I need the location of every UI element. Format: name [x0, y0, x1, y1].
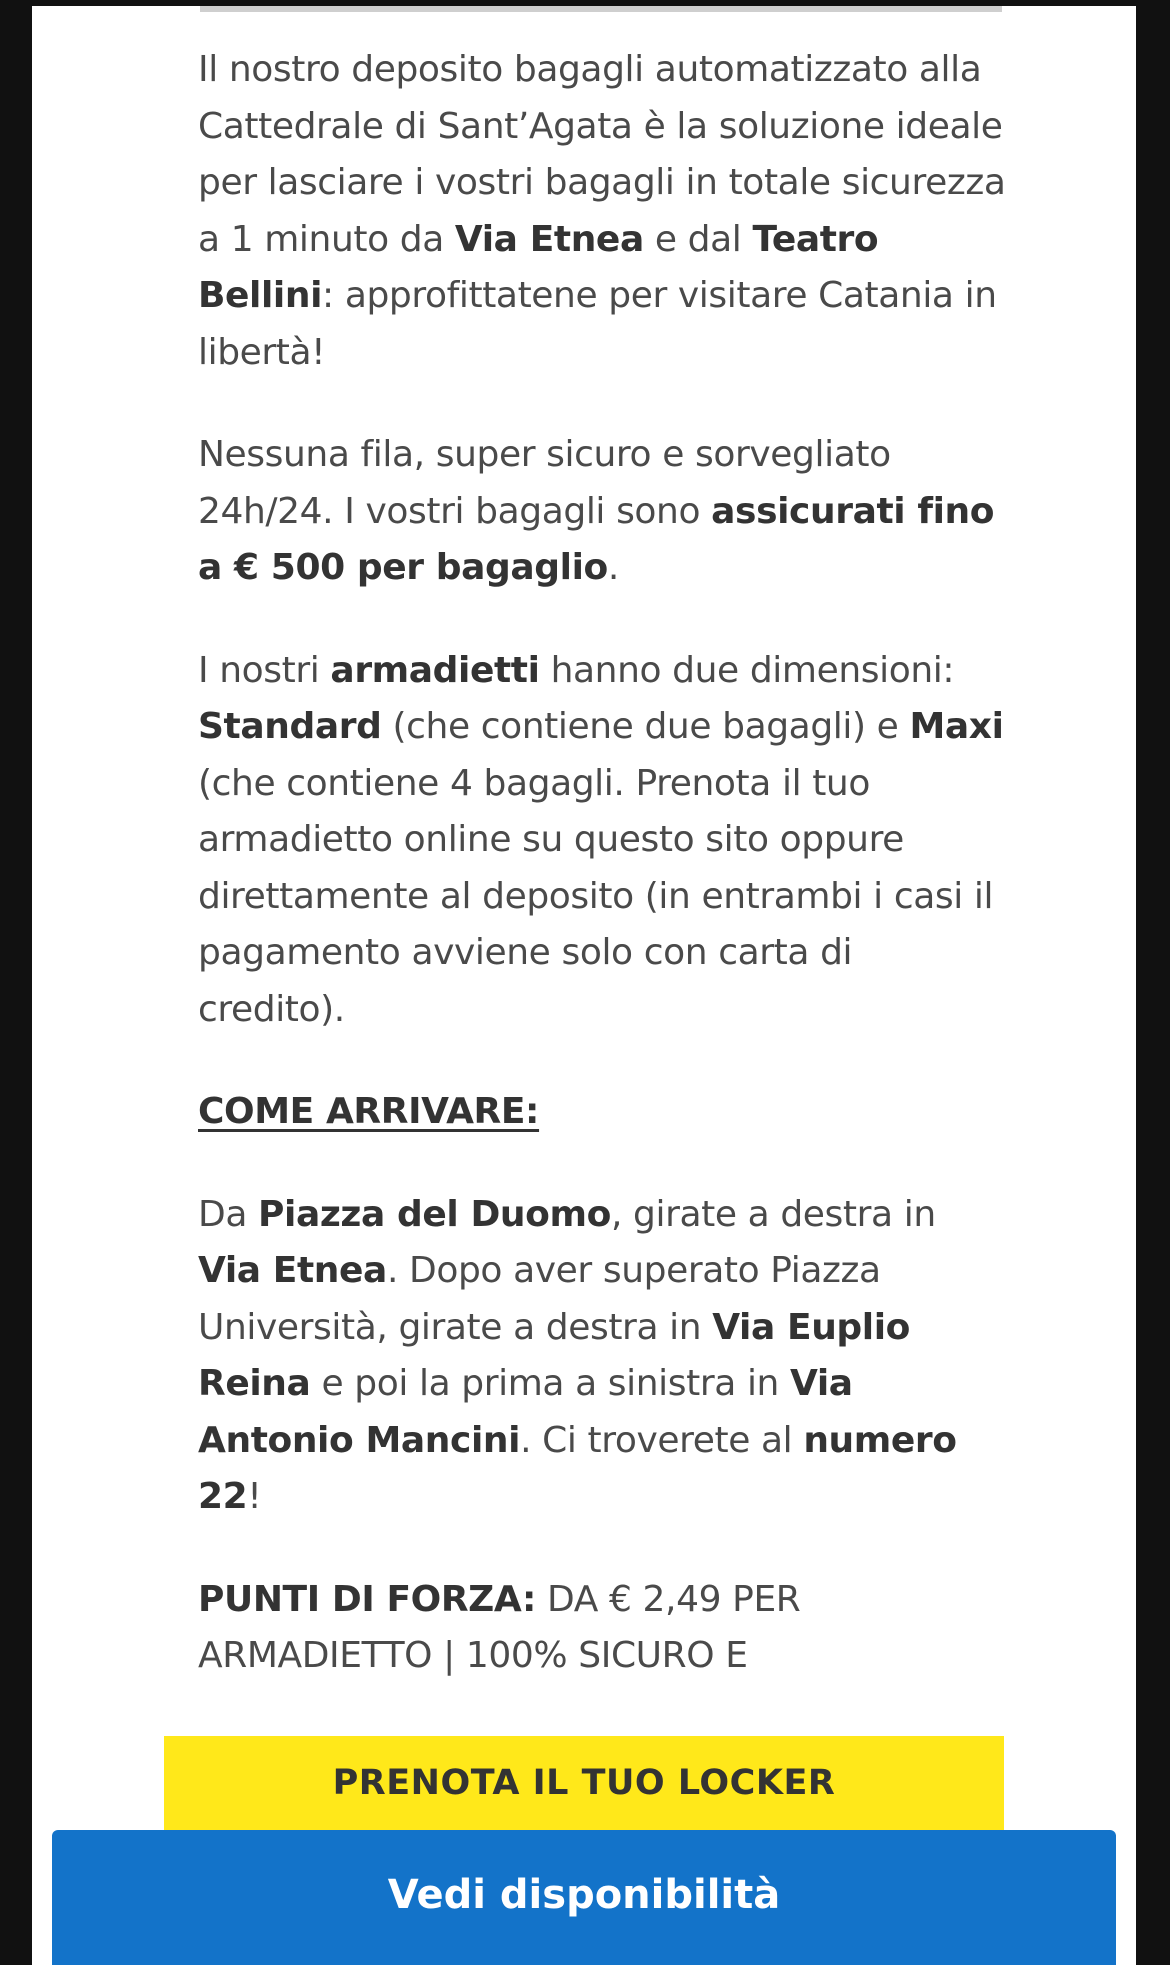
- teatro-bellini-highlight: Teatro Bellini: [198, 218, 879, 316]
- book-locker-button[interactable]: PRENOTA IL TUO LOCKER: [164, 1736, 1004, 1830]
- listing-description: [198, 42, 1006, 1731]
- directions-heading: COME ARRIVARE:: [198, 1091, 540, 1132]
- lockers-paragraph: I nostri armadietti hanno due dimensioni: Standard (che contiene due bagagli) e Maxi (che contiene 4 bagagli. Prenota il tuo armadietto online su questo sito oppure direttamente al deposito (in entrambi i casi il pagamento avviene solo con carta di credito).: [198, 649, 1004, 1030]
- strengths-text: DA € 2,49 PER ARMADIETTO | 100% SICURO E: [198, 1578, 801, 1676]
- directions-paragraph: Da Piazza del Duomo, girate a destra in Via Etnea. Dopo aver superato Piazza Università, girate a destra in Via Euplio Reina e poi la prima a sinistra in Via Antonio Mancini. Ci troverete al numero 22!: [198, 1193, 957, 1517]
- divider: [200, 6, 1002, 12]
- strengths-label: PUNTI DI FORZA:: [198, 1578, 536, 1620]
- intro-paragraph: Il nostro deposito bagagli automatizzato alla Cattedrale di Sant’Agata è la soluzione ideale per lasciare i vostri bagagli in totale sicurezza a 1 minuto da Via Etnea e dal Teatro Bellini: approfittatene per visitare Catania in libertà!: [198, 49, 1006, 373]
- see-availability-button[interactable]: Vedi disponibilità: [52, 1830, 1116, 1965]
- standard-size-highlight: Standard: [198, 706, 382, 747]
- strengths-paragraph: [198, 1572, 1006, 1685]
- via-etnea-direction-highlight: Via Etnea: [198, 1250, 387, 1291]
- via-etnea-highlight: Via Etnea: [454, 218, 644, 260]
- piazza-duomo-highlight: Piazza del Duomo: [258, 1193, 611, 1235]
- via-antonio-mancini-highlight: Via Antonio Mancini: [198, 1363, 853, 1461]
- security-paragraph: Nessuna fila, super sicuro e sorvegliato 24h/24. I vostri bagagli sono assicurati fino a € 500 per bagaglio.: [198, 434, 995, 588]
- street-number-highlight: numero 22: [198, 1419, 957, 1517]
- insurance-highlight: assicurati fino a € 500 per bagaglio: [198, 490, 995, 588]
- via-euplio-reina-highlight: Via Euplio Reina: [198, 1306, 911, 1404]
- armadietti-highlight: armadietti: [330, 649, 540, 691]
- listing-page: [32, 6, 1136, 1965]
- maxi-size-highlight: Maxi: [909, 706, 1004, 747]
